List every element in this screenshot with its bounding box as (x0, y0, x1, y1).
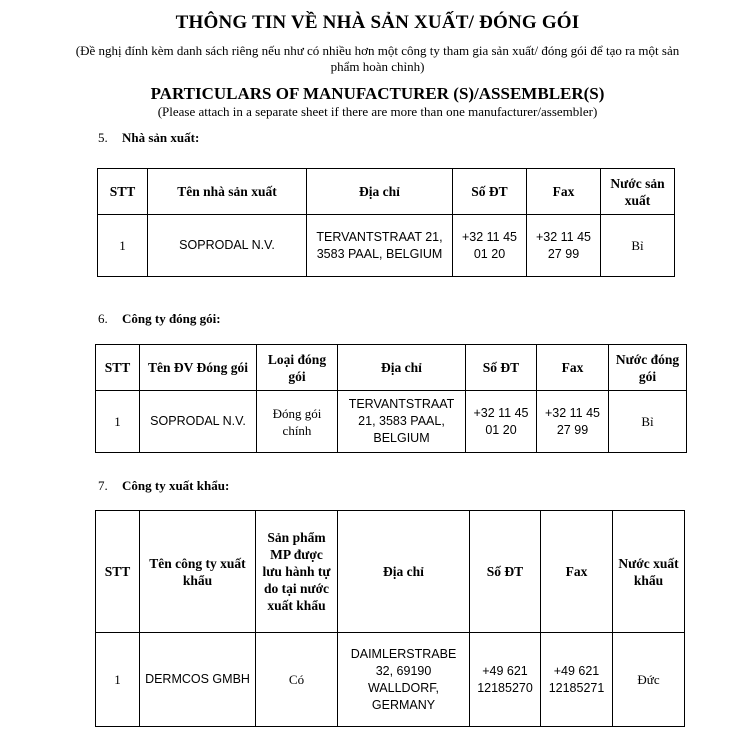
assembler-table (95, 344, 687, 453)
section-5-number: 5. (98, 130, 108, 145)
col-header-country: Nước xuất khẩu (613, 511, 685, 633)
cell-assembler-name: SOPRODAL N.V. (140, 391, 257, 453)
col-header-assembler-name: Tên ĐV Đóng gói (140, 345, 257, 391)
col-header-country: Nước sản xuất (601, 169, 675, 215)
cell-phone: +49 621 12185270 (470, 633, 541, 727)
col-header-exporter-name: Tên công ty xuất khẩu (140, 511, 256, 633)
col-header-fax: Fax (527, 169, 601, 215)
section-7-heading (98, 478, 229, 494)
document-note-en: (Please attach in a separate sheet if there are more than one manufacturer/assembler) (157, 104, 598, 119)
col-header-fax: Fax (537, 345, 609, 391)
col-header-address: Địa chỉ (338, 511, 470, 633)
table-row (96, 391, 687, 453)
document-note-vi: (Đề nghị đính kèm danh sách riêng nếu như có nhiều hơn một công ty tham gia sản xuất/ đóng gói để tạo ra một sản phẩm hoàn chỉnh) (75, 43, 680, 74)
cell-manufacturer-name: SOPRODAL N.V. (148, 215, 307, 277)
col-header-stt: STT (96, 511, 140, 633)
cell-fax: +32 11 45 27 99 (537, 391, 609, 453)
col-header-free-sale: Sản phẩm MP được lưu hành tự do tại nước xuất khẩu (256, 511, 338, 633)
col-header-fax: Fax (541, 511, 613, 633)
cell-packaging-type: Đóng gói chính (257, 391, 338, 453)
col-header-stt: STT (98, 169, 148, 215)
table-header-row (96, 345, 687, 391)
section-5-heading (98, 130, 199, 146)
table-row (98, 215, 675, 277)
section-7-number: 7. (98, 478, 108, 493)
cell-phone: +32 11 45 01 20 (453, 215, 527, 277)
col-header-manufacturer-name: Tên nhà sản xuất (148, 169, 307, 215)
col-header-country: Nước đóng gói (609, 345, 687, 391)
cell-stt: 1 (98, 215, 148, 277)
section-6-title: Công ty đóng gói: (122, 311, 221, 326)
col-header-packaging-type: Loại đóng gói (257, 345, 338, 391)
cell-exporter-name: DERMCOS GMBH (140, 633, 256, 727)
cell-stt: 1 (96, 391, 140, 453)
col-header-phone: Số ĐT (470, 511, 541, 633)
table-row (96, 633, 685, 727)
table-header-row (96, 511, 685, 633)
section-6-heading (98, 311, 221, 327)
cell-stt: 1 (96, 633, 140, 727)
section-7-title: Công ty xuất khẩu: (122, 478, 230, 493)
cell-address: TERVANTSTRAAT 21, 3583 PAAL, BELGIUM (307, 215, 453, 277)
section-5-title: Nhà sản xuất: (122, 130, 200, 145)
cell-address: DAIMLERSTRABE 32, 69190 WALLDORF, GERMANY (338, 633, 470, 727)
cell-country: Bỉ (609, 391, 687, 453)
cell-phone: +32 11 45 01 20 (466, 391, 537, 453)
cell-country: Bỉ (601, 215, 675, 277)
document-title-vi: THÔNG TIN VỀ NHÀ SẢN XUẤT/ ĐÓNG GÓI (175, 12, 580, 33)
col-header-address: Địa chỉ (338, 345, 466, 391)
document-title-en: PARTICULARS OF MANUFACTURER (S)/ASSEMBLER(S) (150, 84, 605, 103)
cell-address: TERVANTSTRAAT 21, 3583 PAAL, BELGIUM (338, 391, 466, 453)
table-header-row (98, 169, 675, 215)
manufacturer-table (97, 168, 675, 277)
cell-free-sale: Có (256, 633, 338, 727)
cell-fax: +49 621 12185271 (541, 633, 613, 727)
col-header-stt: STT (96, 345, 140, 391)
exporter-table (95, 510, 685, 727)
section-6-number: 6. (98, 311, 108, 326)
col-header-phone: Số ĐT (466, 345, 537, 391)
cell-fax: +32 11 45 27 99 (527, 215, 601, 277)
cell-country: Đức (613, 633, 685, 727)
col-header-address: Địa chỉ (307, 169, 453, 215)
col-header-phone: Số ĐT (453, 169, 527, 215)
